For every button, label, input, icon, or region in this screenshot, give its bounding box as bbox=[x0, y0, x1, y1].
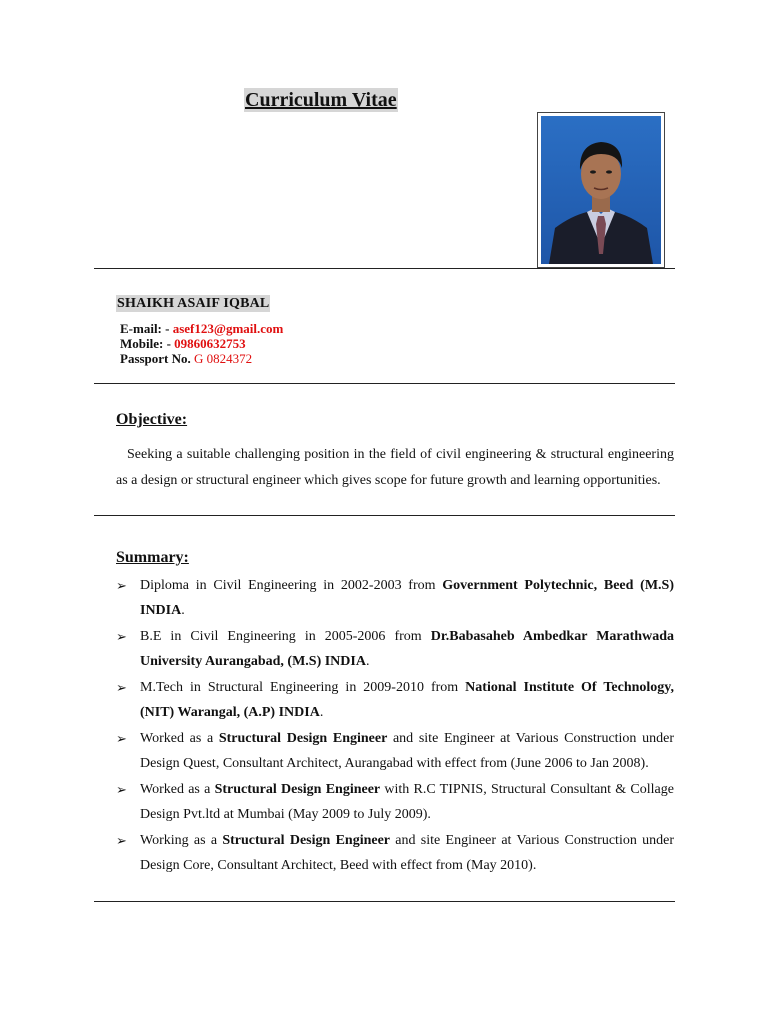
objective-heading: Objective: bbox=[116, 411, 188, 428]
summary-item: ➢ Working as a Structural Design Engineer and site Engineer at Various Construction under Design Core, Consultant Architect, Beed with effect from (May 2010). bbox=[116, 828, 674, 878]
summary-item: ➢ Worked as a Structural Design Engineer with R.C TIPNIS, Structural Consultant & Collage Design Pvt.ltd at Mumbai (May 2009 to July 2009). bbox=[116, 777, 674, 827]
email-value: asef123@gmail.com bbox=[172, 321, 284, 336]
profile-photo-frame bbox=[537, 112, 665, 268]
divider bbox=[94, 515, 675, 516]
mobile-value: 09860632753 bbox=[174, 336, 246, 351]
arrow-bullet-icon: ➢ bbox=[116, 782, 127, 797]
arrow-bullet-icon: ➢ bbox=[116, 833, 127, 848]
divider bbox=[94, 383, 675, 384]
divider bbox=[94, 268, 675, 269]
mobile-label: Mobile: - bbox=[120, 336, 175, 351]
objective-text: Seeking a suitable challenging position in the field of civil engineering & structural engineering as a design or structural engineer which gives scope for future growth and learning opportunities. bbox=[116, 447, 674, 488]
arrow-bullet-icon: ➢ bbox=[116, 731, 127, 746]
profile-photo bbox=[541, 116, 661, 264]
arrow-bullet-icon: ➢ bbox=[116, 680, 127, 695]
passport-value: G 0824372 bbox=[190, 351, 253, 366]
candidate-name: SHAIKH ASAIF IQBAL bbox=[117, 296, 270, 311]
document-title: Curriculum Vitae bbox=[245, 89, 397, 111]
summary-item: ➢ M.Tech in Structural Engineering in 2009-2010 from National Institute Of Technology, (NIT) Warangal, (A.P) INDIA. bbox=[116, 675, 674, 725]
summary-list bbox=[116, 573, 674, 879]
email-label: E-mail: - bbox=[120, 321, 173, 336]
arrow-bullet-icon: ➢ bbox=[116, 629, 127, 644]
divider bbox=[94, 901, 675, 902]
email-line bbox=[120, 321, 283, 336]
summary-item: ➢ B.E in Civil Engineering in 2005-2006 from Dr.Babasaheb Ambedkar Marathwada University Aurangabad, (M.S) INDIA. bbox=[116, 624, 674, 674]
arrow-bullet-icon: ➢ bbox=[116, 578, 127, 593]
passport-line bbox=[120, 351, 252, 366]
summary-item: ➢ Worked as a Structural Design Engineer and site Engineer at Various Construction under Design Quest, Consultant Architect, Aurangabad with effect from (June 2006 to Jan 2008). bbox=[116, 726, 674, 776]
summary-heading: Summary: bbox=[116, 549, 189, 566]
passport-label: Passport No. bbox=[120, 351, 191, 366]
summary-item: ➢ Diploma in Civil Engineering in 2002-2003 from Government Polytechnic, Beed (M.S) INDIA. bbox=[116, 573, 674, 623]
mobile-line bbox=[120, 336, 246, 351]
